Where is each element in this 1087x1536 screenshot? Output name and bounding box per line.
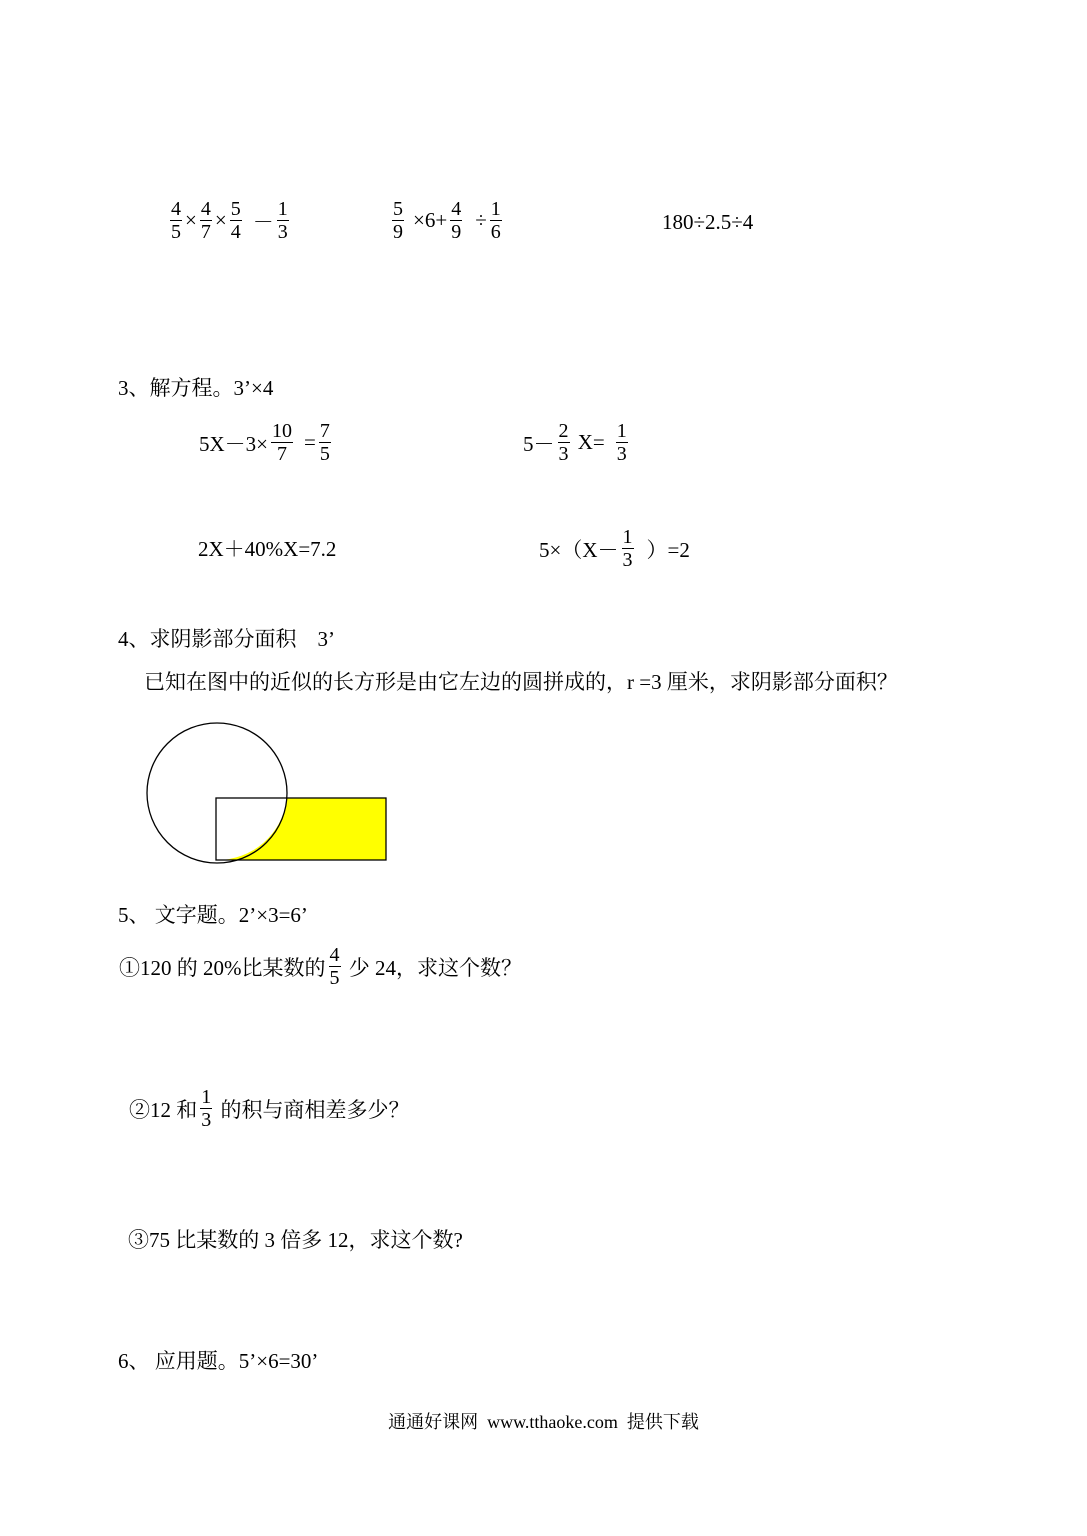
calc-expression-2: $\frac{5}{9}$ ×6+ $\frac{4}{9}$ ÷ $\frac{1}{6}$ [393, 198, 501, 243]
fraction: $\frac{4}{9}$ [451, 198, 462, 243]
section-4-description: 已知在图中的近似的长方形是由它左边的圆拼成的，r =3 厘米，求阴影部分面积？ [144, 670, 898, 694]
fraction: $\frac{1}{3}$ [622, 526, 633, 571]
equation-1: 5X－3× $\frac{10}{7}$ = $\frac{7}{5}$ [199, 420, 330, 465]
section-6-title: 6、 应用题。5’×6=30’ [118, 1349, 319, 1373]
fraction: $\frac{5}{4}$ [230, 198, 241, 243]
section-3-title: 3、解方程。3’×4 [118, 376, 274, 400]
fraction: $\frac{1}{3}$ [277, 198, 288, 243]
fraction: $\frac{1}{3}$ [616, 420, 627, 465]
circle-rectangle-figure [140, 718, 400, 870]
word-problem-3: ③75 比某数的 3 倍多 12，求这个数? [128, 1228, 463, 1252]
fraction: $\frac{1}{3}$ [201, 1086, 212, 1131]
calc-expression-3: 180÷2.5÷4 [662, 210, 754, 234]
fraction: $\frac{10}{7}$ [272, 420, 293, 465]
fraction: $\frac{1}{6}$ [490, 198, 501, 243]
section-5-title: 5、 文字题。2’×3=6’ [118, 903, 308, 927]
fraction: $\frac{2}{3}$ [558, 420, 569, 465]
equation-2: 5－ $\frac{2}{3}$ X= $\frac{1}{3}$ [523, 420, 627, 465]
word-problem-1: ①120 的 20%比某数的 $\frac{4}{5}$ 少 24，求这个数？ [119, 944, 522, 989]
fraction: $\frac{5}{9}$ [393, 198, 403, 243]
fraction: $\frac{4}{7}$ [200, 198, 211, 243]
fraction: $\frac{4}{5}$ [329, 944, 340, 989]
page-footer: 通通好课网 www.tthaoke.com 提供下载 [388, 1412, 699, 1432]
fraction: $\frac{4}{5}$ [171, 198, 181, 243]
section-4-title: 4、求阴影部分面积 3’ [118, 627, 335, 651]
fraction: $\frac{7}{5}$ [319, 420, 330, 465]
calc-expression-1: $\frac{4}{5}$ × $\frac{4}{7}$ × $\frac{5}{4}$ － $\frac{1}{3}$ [171, 198, 288, 243]
equation-3: 2X＋40%X=7.2 [198, 537, 337, 561]
word-problem-2: ②12 和 $\frac{1}{3}$ 的积与商相差多少？ [129, 1086, 410, 1131]
equation-4: 5×（X－ $\frac{1}{3}$ ）=2 [539, 526, 690, 571]
